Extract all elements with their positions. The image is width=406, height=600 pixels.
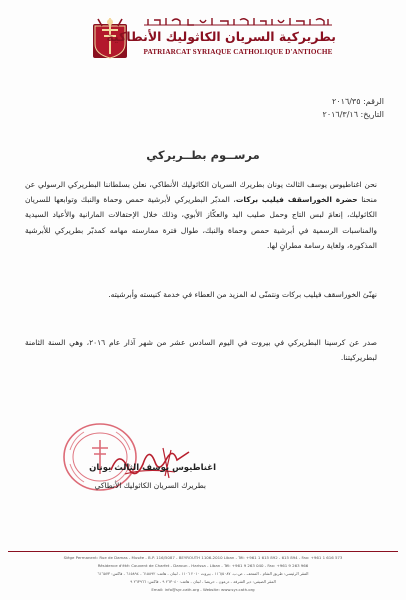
honoree-name: حضرة الخوراسقف فيليب بركات (235, 195, 358, 205)
reference-number: الرقم: ٢٠١٦/٣٥ (332, 97, 384, 106)
footer-address-fr: Siège Permanent: Rue de Damas - Musée - B.P. 116/5087 - BEYROUTH 1106-2010 Liban - Tél: +961 1 615 892 - 615 894 - Fax: +961 1 616 573 (63, 555, 343, 560)
syriac-title-mark (140, 16, 336, 28)
paragraph-grant (25, 177, 377, 253)
signer-title: بطريرك السريان الكاثوليك الأنطاكي (94, 481, 206, 490)
document-date: التاريخ: ٢٠١٦/٣/١٦ (322, 110, 384, 119)
footer-summer-residence-fr: Résidence d'été: Couvent de Charfet - Daroun - Harissa - Liban - Tél: +961 9 263 040 - Fax: +961 9 263 966 (97, 563, 309, 568)
footer-divider (8, 551, 398, 552)
paragraph-issuance: صدر عن كرسينا البطريركي في بيروت في اليوم السادس عشر من شهر آذار عام ٢٠١٦، وهي السنة الثامنة لبطريركيتنا. (25, 338, 377, 363)
signer-name: اغناطيوس يوسف الثالث يونان (89, 463, 216, 473)
footer-summer-residence-ar: المقر الصيفي: دير الشرفة - درعون - حريصا - لبنان - هاتف: ٢٦٣٠٤٠ ٩ - فاكس: ٢٦٣٩٦٦ ٩ (130, 579, 276, 584)
decree-heading: مرســوم بطــريركي (146, 148, 260, 162)
arabic-letterhead-title: بطريركية السريان الكاثوليك الأنطاكية (106, 29, 336, 44)
footer-address-ar: المقر الرئيسي: طريق الشام - المتحف - ص.ب. ١١٦/٥٠٨٧ - بيروت ٢٠١٠ ١١٠٦ - لبنان - هاتف: ٦١٥٨٩٢ - ٦١٥٨٩٤ - فاكس: ٦١٦٥٧٣ (97, 571, 309, 576)
paragraph-congratulation: نهنّئ الخوراسقف فيليب بركات ونتمنّى له المزيد من العطاء في خدمة كنيسته وأبرشيته. (108, 290, 377, 299)
footer-contact: Email: info@syr-cath.org - Website: www.syr-cath.org (151, 587, 255, 592)
latin-letterhead-title: PATRIARCAT SYRIAQUE CATHOLIQUE D'ANTIOCHE (143, 48, 333, 56)
paragraph-grant-part2: ، المدبّر البطريركي لأبرشية حمص وحماة والنبك وتوابعها للسريان الكاثوليك، إنعامَ لبس التاج وحمل صليب اليد والعكّاز الأبوي، وذلك خلال الإحتفالات المارانية والأعياد السيدية والمناسبات الرسمية في أبرشية حمص وحماة والنبك، طوال فترة ممارسته مهامه كمدبّر بطريركي للأبرشية المذكورة، ولغاية رسامة مطرانٍ لها. (25, 195, 377, 250)
paragraph-grant-part1: نحن اغناطيوس يوسف الثالث يونان بطريرك السريان الكاثوليك الأنطاكي، نعلن بسلطاننا البطريركي الرسولي عن منحنا (25, 180, 377, 205)
